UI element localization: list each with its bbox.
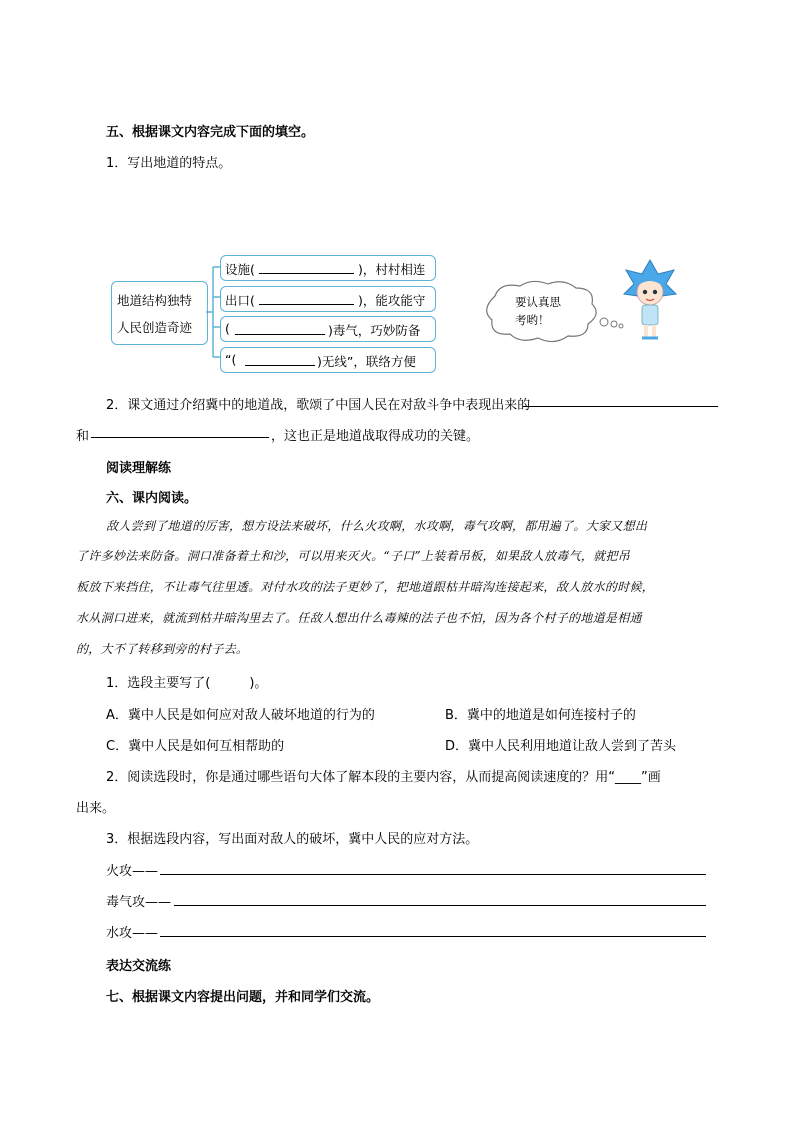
girl-mascot-icon [622,258,678,344]
branch4-pre: “( [225,352,237,367]
gas-attack-answer-line[interactable] [174,905,706,906]
water-attack-answer-line[interactable] [160,936,706,937]
passage-line: 了许多妙法来防备。洞口准备着土和沙，可以用来灭火。“子口”上装着吊板，如果敌人放毒气，就把吊 [76,549,631,563]
section5-q2-part2: ，这也正是地道战取得成功的关键。 [271,429,480,444]
diagram-branch-2 [220,286,436,312]
fire-attack-answer-line[interactable] [160,874,706,875]
fire-attack-label: 火攻—— [106,864,159,879]
section5-q1: 1．写出地道的特点。 [106,156,232,171]
q2-blank-1[interactable] [523,406,718,407]
section5-q2-and: 和 [76,429,90,444]
branch2-post: )，能攻能守 [358,293,426,308]
passage-line: 的，大不了转移到旁的村子去。 [76,642,249,656]
branch4-blank[interactable] [245,365,315,366]
express-label: 表达交流练 [106,959,172,974]
water-attack-label: 水攻—— [106,926,159,941]
passage-line: 板放下来挡住，不让毒气往里透。对付水攻的法子更妙了，把地道跟枯井暗沟连接起来，敌人放水的时候， [76,580,655,594]
section6-q3: 3．根据选段内容，写出面对敌人的破坏，冀中人民的应对方法。 [106,832,479,847]
center-line2: 人民创造奇迹 [117,320,193,335]
section5-q2-part1: 2．课文通过介绍冀中的地道战，歌颂了中国人民在对敌斗争中表现出来的 [106,398,531,413]
diagram-branch-4 [220,347,436,373]
section5-heading: 五、根据课文内容完成下面的填空。 [106,125,315,140]
section6-q2-line2: 出来。 [76,801,116,816]
center-line1: 地道结构独特 [117,293,193,308]
reading-label: 阅读理解练 [106,461,172,476]
option-b[interactable]: B．冀中的地道是如何连接村子的 [445,708,636,723]
branch4-post: )无线”，联络方便 [317,354,416,369]
section6-q2-line1: 2．阅读选段时，你是通过哪些语句大体了解本段的主要内容，从而提高阅读速度的？用“____”画 [106,770,661,785]
branch2-blank[interactable] [259,304,354,305]
section6-q1: 1．选段主要写了( )。 [106,676,268,691]
diagram-branch-3 [220,316,436,342]
diagram-center-box [111,281,208,345]
section6-heading: 六、课内阅读。 [106,491,198,506]
option-a[interactable]: A．冀中人民是如何应对敌人破坏地道的行为的 [106,708,375,723]
section7-heading: 七、根据课文内容提出问题，并和同学们交流。 [106,990,380,1005]
thought-bubble-icon [480,278,630,348]
branch2-pre: 出口( [225,293,255,308]
passage-line: 敌人尝到了地道的厉害，想方设法来破坏，什么火攻啊，水攻啊，毒气攻啊，都用遍了。大家又想出 [106,519,648,533]
branch3-post: )毒气，巧妙防备 [328,323,421,338]
bubble-line1: 要认真思 [515,295,561,309]
option-c[interactable]: C．冀中人民是如何互相帮助的 [106,739,285,754]
branch1-post: )，村村相连 [358,262,426,277]
branch3-blank[interactable] [235,334,325,335]
diagram-branch-1 [220,255,436,281]
option-d[interactable]: D．冀中人民利用地道让敌人尝到了苦头 [445,739,677,754]
branch1-blank[interactable] [259,273,354,274]
q2-blank-2[interactable] [91,437,269,438]
passage-line: 水从洞口进来，就流到枯井暗沟里去了。任敌人想出什么毒辣的法子也不怕，因为各个村子的地道是相通 [76,611,642,625]
branch3-pre: ( [225,321,230,336]
gas-attack-label: 毒气攻—— [106,895,172,910]
bubble-line2: 考哟！ [515,313,550,327]
branch1-pre: 设施( [225,262,255,277]
